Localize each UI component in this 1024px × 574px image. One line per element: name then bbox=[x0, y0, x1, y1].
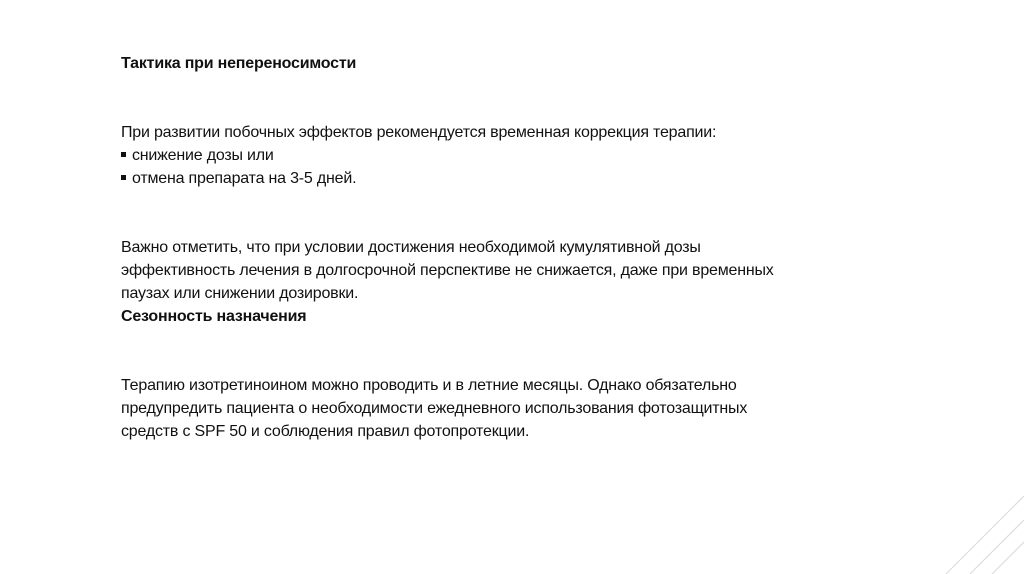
corner-decoration bbox=[934, 484, 1024, 574]
paragraph-line: паузах или снижении дозировки. bbox=[121, 285, 359, 302]
slide-content bbox=[121, 52, 881, 443]
paragraph-line: эффективность лечения в долгосрочной перспективе не снижается, даже при временных bbox=[121, 262, 774, 279]
seasonality-paragraph bbox=[121, 374, 881, 443]
bullet-item bbox=[121, 144, 881, 167]
decor-line bbox=[970, 520, 1024, 574]
bullet-text: отмена препарата на 3-5 дней. bbox=[132, 170, 357, 187]
heading-seasonality: Сезонность назначения bbox=[121, 308, 307, 325]
square-bullet-icon bbox=[121, 175, 126, 180]
paragraph-line: Важно отметить, что при условии достижения необходимой кумулятивной дозы bbox=[121, 239, 701, 256]
heading-intolerance-tactics: Тактика при непереносимости bbox=[121, 55, 357, 72]
spacer bbox=[121, 75, 881, 121]
bullet-item bbox=[121, 167, 881, 190]
bullet-text: снижение дозы или bbox=[132, 147, 274, 164]
square-bullet-icon bbox=[121, 152, 126, 157]
decor-line bbox=[946, 496, 1024, 574]
spacer bbox=[121, 328, 881, 374]
paragraph-line: предупредить пациента о необходимости ежедневного использования фотозащитных bbox=[121, 400, 748, 417]
cumulative-dose-paragraph bbox=[121, 236, 881, 305]
paragraph-line: средств с SPF 50 и соблюдения правил фотопротекции. bbox=[121, 423, 530, 440]
spacer bbox=[121, 190, 881, 236]
paragraph-line: Терапию изотретиноином можно проводить и в летние месяцы. Однако обязательно bbox=[121, 377, 737, 394]
intro-paragraph: При развитии побочных эффектов рекомендуется временная коррекция терапии: bbox=[121, 124, 717, 141]
